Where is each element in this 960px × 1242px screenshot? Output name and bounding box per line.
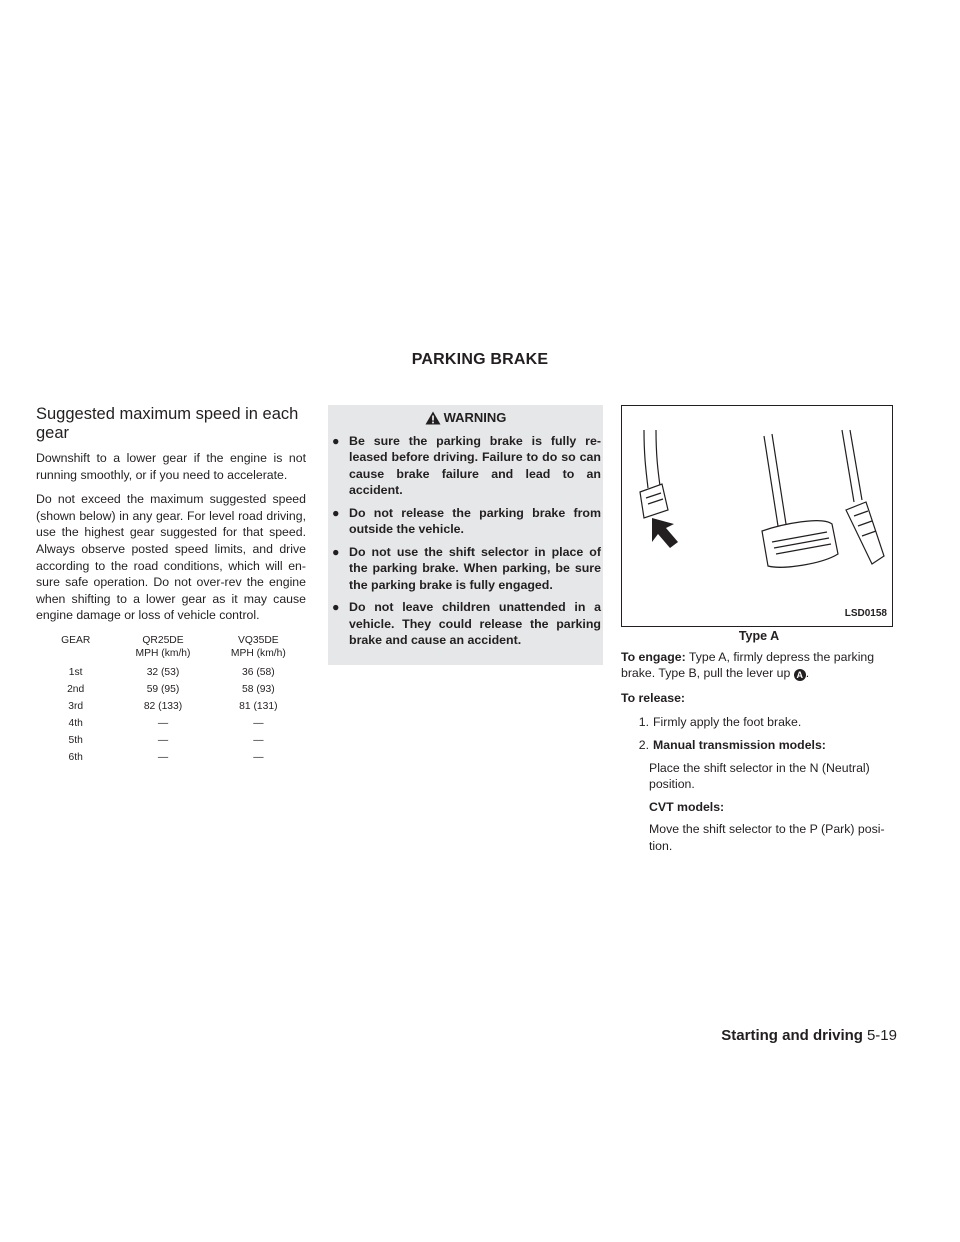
cell-vq: 36 (58) xyxy=(242,666,275,678)
list-item xyxy=(330,433,601,499)
warning-item-text: Do not release the parking brake from outside the vehicle. xyxy=(349,505,601,537)
engage-label: To engage: xyxy=(621,649,686,664)
release-steps xyxy=(621,714,897,854)
cell-gear: 3rd xyxy=(68,700,84,712)
cell-gear: 2nd xyxy=(67,683,85,695)
bullet: ● xyxy=(332,433,340,448)
parking-brake-figure xyxy=(621,405,893,627)
header-qr25de-unit: MPH (km/h) xyxy=(135,647,191,659)
cell-vq: — xyxy=(253,717,264,729)
figure-code: LSD0158 xyxy=(844,608,887,620)
cell-vq: 81 (131) xyxy=(239,700,278,712)
manual-transmission-text: Place the shift selector in the N (Neutral) position. xyxy=(649,760,870,792)
header-qr25de xyxy=(115,634,210,666)
callout-a-icon: A xyxy=(794,669,806,681)
figure-caption: Type A xyxy=(738,629,780,643)
step-number: 1. xyxy=(638,715,649,730)
table-row xyxy=(36,683,306,700)
engage-text: Type A, firmly depress the parking brake. Type B, pull the lever up xyxy=(621,649,875,681)
cvt-label: CVT models: xyxy=(649,799,725,814)
list-item xyxy=(330,599,601,649)
cell-gear: 1st xyxy=(68,666,83,678)
warning-item-text: Do not leave children unattended in a vehicle. They could release the parking brake and cause an accident. xyxy=(349,600,601,648)
cell-qr: 59 (95) xyxy=(146,683,180,695)
cell-qr: — xyxy=(157,734,169,746)
section-title: PARKING BRAKE xyxy=(411,351,549,368)
warning-item-text: Be sure the parking brake is fully re- leased before driving. Failure to do so can cause brake failure and lead to an accident. xyxy=(349,433,601,498)
cell-qr: 82 (133) xyxy=(143,700,183,712)
manual-transmission-label: Manual transmission models: xyxy=(653,737,826,752)
paragraph-downshift: Downshift to a lower gear if the engine is not running smoothly, or if you need to accelerate. xyxy=(36,451,306,482)
table-row xyxy=(36,700,306,717)
engage-paragraph xyxy=(621,649,897,682)
cell-vq: 58 (93) xyxy=(242,683,275,695)
warning-item-text: Do not use the shift selector in place of the parking brake. When parking, be sure the parking brake is fully engaged. xyxy=(349,544,601,592)
header-gear: GEAR xyxy=(61,634,91,646)
cvt-text: Move the shift selector to the P (Park) posi- tion. xyxy=(649,822,885,853)
chapter-title: Starting and driving xyxy=(721,1027,863,1044)
cell-qr: — xyxy=(157,751,169,763)
warning-list xyxy=(330,433,601,649)
release-label: To release: xyxy=(621,690,686,705)
speed-heading: Suggested maximum speed in each gear xyxy=(36,405,299,442)
cell-gear: 5th xyxy=(68,734,83,746)
list-item xyxy=(621,737,897,754)
pedal-illustration xyxy=(622,406,892,626)
table-row xyxy=(36,734,306,751)
warning-title xyxy=(330,410,601,427)
warning-triangle-icon xyxy=(425,411,441,425)
bullet: ● xyxy=(332,600,340,615)
cell-qr: — xyxy=(157,717,169,729)
step-text: Firmly apply the foot brake. xyxy=(653,715,802,730)
table-row xyxy=(36,666,306,683)
bullet: ● xyxy=(332,544,340,559)
page-number: 5-19 xyxy=(866,1027,897,1044)
table-row xyxy=(36,717,306,734)
engage-text-end: . xyxy=(805,666,810,681)
table-header-row xyxy=(36,634,306,666)
paragraph-max-speed: Do not exceed the maximum suggested speed (shown below) in any gear. For level road driving, use the highest gear suggested for that speed. Always observe posted speed limits, and drive according to the road conditions, which will en- sure safe operation. Do not over-rev the engine when shifting to a lower gear as it may cause engine damage or loss of vehicle control. xyxy=(36,492,306,623)
header-vq35de-engine: VQ35DE xyxy=(238,634,279,646)
list-item xyxy=(330,544,601,594)
page-footer xyxy=(721,1027,897,1044)
cell-qr: 32 (53) xyxy=(146,666,180,678)
cell-gear: 4th xyxy=(68,717,83,729)
bullet: ● xyxy=(332,505,340,520)
header-qr25de-engine: QR25DE xyxy=(142,634,184,646)
cell-vq: — xyxy=(253,751,264,763)
warning-title-text: WARNING xyxy=(443,410,507,425)
arrow-icon xyxy=(652,518,678,548)
parking-brake-instructions xyxy=(621,405,897,861)
header-vq35de xyxy=(211,634,306,666)
cell-vq: — xyxy=(253,734,264,746)
list-item xyxy=(621,714,897,731)
table-row xyxy=(36,751,306,768)
list-item xyxy=(330,505,601,538)
header-vq35de-unit: MPH (km/h) xyxy=(230,647,286,659)
speed-section xyxy=(36,405,306,768)
step-number: 2. xyxy=(638,737,649,752)
speed-table xyxy=(36,634,306,768)
cell-gear: 6th xyxy=(68,751,83,763)
warning-box xyxy=(328,405,603,665)
